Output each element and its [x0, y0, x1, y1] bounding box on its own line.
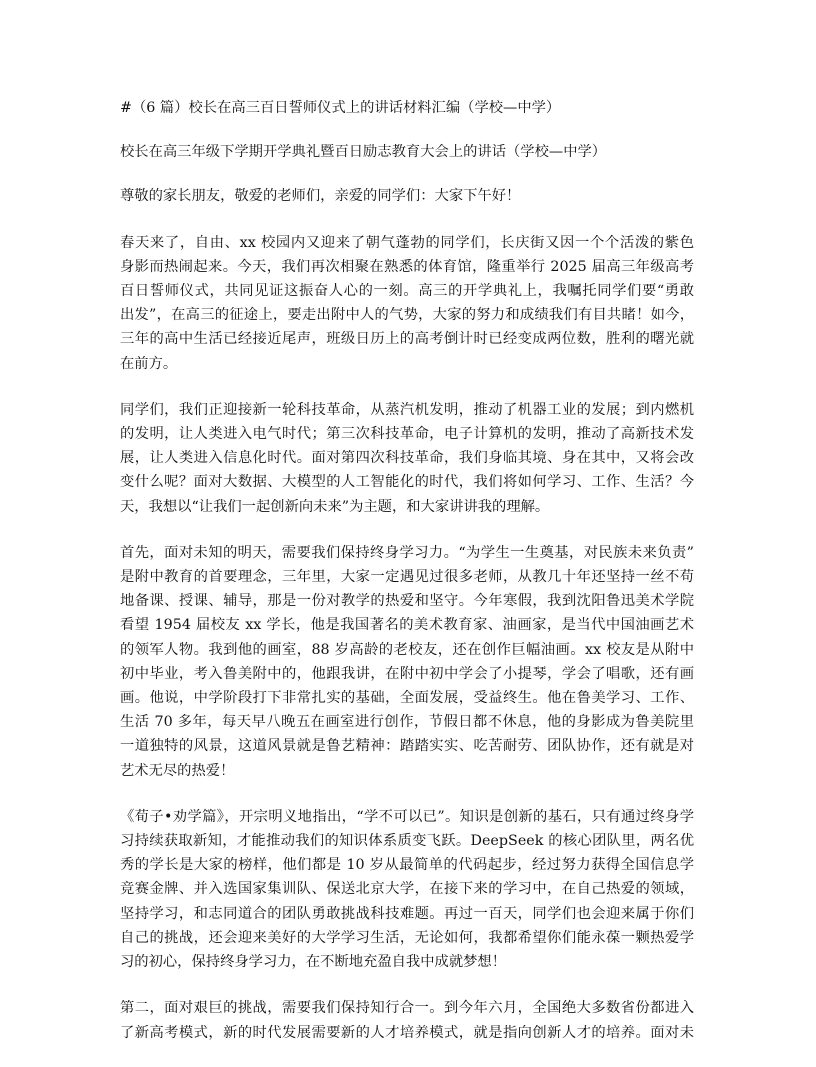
paragraph — [120, 805, 694, 974]
paragraph-line: 同学们，我们正迎接新一轮科技革命，从蒸汽机发明，推动了机器工业的发展；到内燃机 — [120, 401, 694, 418]
speech-paragraphs — [120, 231, 694, 1045]
paragraph-line: 生活 70 多年，每天早八晚五在画室进行创作，节假日都不休息，他的身影成为鲁美院里 — [120, 714, 694, 731]
paragraph-line: 艺术无尽的热爱！ — [120, 762, 235, 779]
paragraph — [120, 231, 694, 376]
paragraph-line: 《荀子•劝学篇》，开宗明义地指出，“学不可以已”。知识是创新的基石，只有通过终身学 — [120, 808, 694, 825]
paragraph-line: 一道独特的风景，这道风景就是鲁艺精神：踏踏实实、吃苦耐劳、团队协作，还有就是对 — [120, 738, 694, 755]
paragraph-line: 画。他说，中学阶段打下非常扎实的基础，全面发展，受益终生。他在鲁美学习、工作、 — [120, 690, 694, 707]
paragraph-line: 坚持学习，和志同道合的团队勇敢挑战科技难题。再过一百天，同学们也会迎来属于你们 — [120, 905, 694, 922]
paragraph-line: 初中毕业，考入鲁美附中的，他跟我讲，在附中初中学会了小提琴，学会了唱歌，还有画 — [120, 665, 694, 682]
paragraph-line: 的领军人物。我到他的画室，88 岁高龄的老校友，还在创作巨幅油画。xx 校友是从附中 — [120, 641, 694, 658]
document-body — [120, 96, 694, 1067]
paragraph — [120, 996, 694, 1044]
paragraph-line: 自己的挑战，还会迎来美好的大学学习生活，无论如何，我都希望你们能永葆一颗热爱学 — [120, 929, 694, 946]
paragraph-line: 习的初心，保持终身学习力，在不断地充盈自我中成就梦想！ — [120, 954, 507, 971]
paragraph-line: 第二，面对艰巨的挑战，需要我们保持知行合一。到今年六月，全国绝大多数省份都进入 — [120, 1000, 694, 1017]
paragraph-line: 春天来了，自由、xx 校园内又迎来了朝气蓬勃的同学们，长庆街又因一个个活泼的紫色 — [120, 234, 694, 251]
paragraph-line: 竞赛金牌、并入选国家集训队、保送北京大学，在接下来的学习中，在自己热爱的领域， — [120, 881, 694, 898]
paragraph-line: 习持续获取新知，才能推动我们的知识体系质变飞跃。DeepSeek 的核心团队里，两名优 — [120, 833, 694, 850]
paragraph-line: 变什么呢？面对大数据、大模型的人工智能化的时代，我们将如何学习、工作、生活？今 — [120, 474, 694, 491]
greeting-line: 尊敬的家长朋友，敬爱的老师们，亲爱的同学们：大家下午好！ — [120, 188, 521, 205]
paragraph-line: 是附中教育的首要理念，三年里，大家一定遇见过很多老师，从教几十年还坚持一丝不苟 — [120, 569, 694, 586]
speech-greeting — [120, 184, 694, 208]
paragraph-line: 出发”，在高三的征途上，要走出附中人的气势，大家的努力和成绩我们有目共睹！如今， — [120, 307, 694, 324]
paragraph-line: 的发明，让人类进入电气时代；第三次科技革命，电子计算机的发明，推动了高新技术发 — [120, 426, 694, 443]
paragraph-line: 看望 1954 届校友 xx 学长，他是我国著名的美术教育家、油画家，是当代中国油画艺术 — [120, 617, 694, 634]
paragraph-line: 地备课、授课、辅导，那是一份对教学的热爱和坚守。今年寒假，我到沈阳鲁迅美术学院 — [120, 593, 694, 610]
paragraph-line: 首先，面对未知的明天，需要我们保持终身学习力。“为学生一生奠基，对民族未来负责” — [120, 544, 694, 561]
paragraph-line: 天，我想以“让我们一起创新向未来”为主题，和大家讲讲我的理解。 — [120, 498, 550, 515]
paragraph-line: 了新高考模式，新的时代发展需要新的人才培养模式，就是指向创新人才的培养。面对未 — [120, 1024, 694, 1041]
paragraph-line: 展，让人类进入信息化时代。面对第四次科技革命，我们身临其境、身在其中，又将会改 — [120, 450, 694, 467]
paragraph-line: 秀的学长是大家的榜样，他们都是 10 岁从最简单的代码起步，经过努力获得全国信息学 — [120, 857, 694, 874]
paragraph-line: 三年的高中生活已经接近尾声，班级日历上的高考倒计时已经变成两位数，胜利的曙光就 — [120, 331, 694, 348]
subtitle-line: 校长在高三年级下学期开学典礼暨百日励志教育大会上的讲话（学校—中学） — [120, 144, 607, 161]
title-line: #（6 篇）校长在高三百日誓师仪式上的讲话材料汇编（学校—中学） — [120, 100, 561, 116]
speech-title — [120, 140, 694, 164]
paragraph-line: 百日誓师仪式，共同见证这振奋人心的一刻。高三的开学典礼上，我嘱托同学们要“勇敢 — [120, 283, 694, 300]
paragraph — [120, 541, 694, 783]
paragraph-line: 身影而热闹起来。今天，我们再次相聚在熟悉的体育馆，隆重举行 2025 届高三年级高考 — [120, 258, 694, 275]
paragraph-line: 在前方。 — [120, 355, 178, 372]
document-title — [120, 96, 694, 120]
paragraph — [120, 398, 694, 519]
